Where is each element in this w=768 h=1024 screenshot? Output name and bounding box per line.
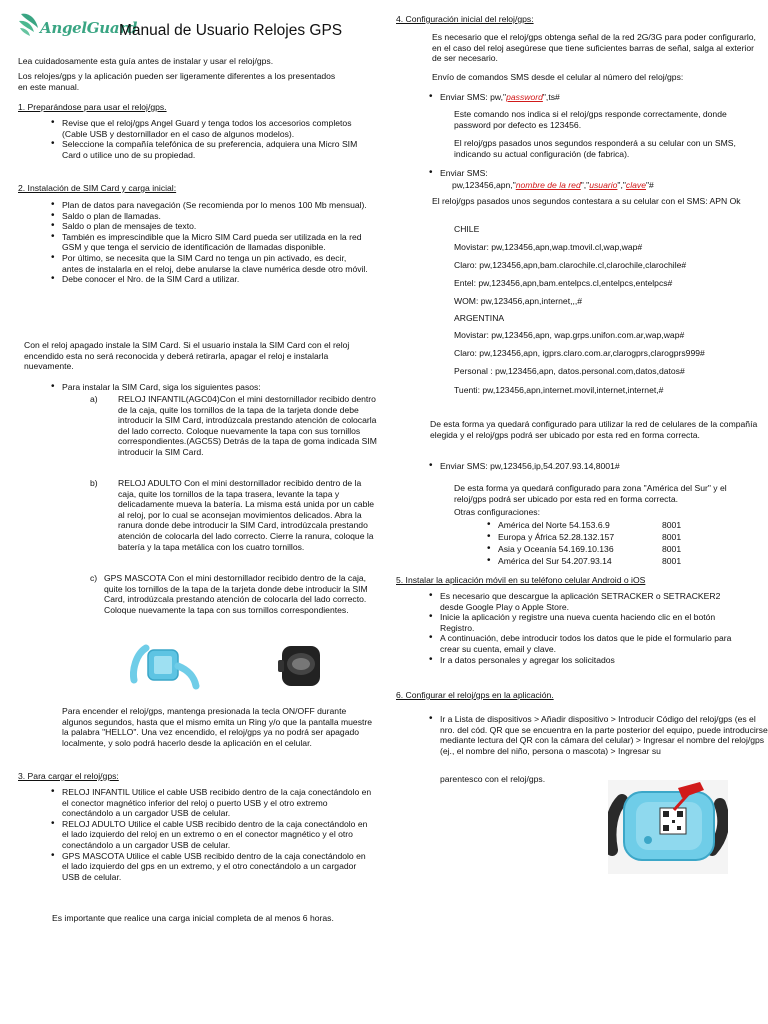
apn-line: Tuenti: pw,123456,apn,internet.movil,internet,internet,# [454, 385, 664, 395]
list-item: • Ir a datos personales y agregar los solicitados [440, 655, 740, 666]
list-item: • Enviar SMS: pw,123456,ip,54.207.93.14,8001# [440, 461, 760, 472]
apn-country: CHILE [454, 224, 480, 234]
region-port: 8001 [662, 532, 682, 542]
list-item: • RELOJ INFANTIL Utilice el cable USB recibido dentro de la caja conectándolo en el conector magnético inferior del reloj o puerto USB y el otro extremo conectándolo a un cargador USB de celular. [62, 787, 372, 819]
list-item: • Inicie la aplicación y registre una nueva cuenta haciendo clic en el botón Registro. [440, 612, 740, 633]
watch-back-qr-image [608, 780, 728, 874]
apn-line: Movistar: pw,123456,apn,wap.tmovil.cl,wap,wap# [454, 242, 643, 252]
intro-text: Lea cuidadosamente esta guía antes de instalar y usar el reloj/gps. [18, 56, 274, 66]
region-name: América del Sur 54.207.93.14 [498, 556, 612, 566]
sim-install-text: Con el reloj apagado instale la SIM Card. Si el usuario instala la SIM Card con el reloj encendido esta no será reconocida y deberá retirarla, apagar el reloj e instalarla nuevamente. [24, 340, 350, 372]
section-3-title: 3. Para cargar el reloj/gps: [18, 771, 119, 781]
section-4-title: 4. Configuración inicial del reloj/gps: [396, 14, 534, 24]
list-item: • Plan de datos para navegación (Se recomienda por lo menos 100 Mb mensual). [62, 200, 368, 211]
sms-2-command: pw,123456,apn,"nombre de la red","usuario","clave"# [452, 180, 654, 190]
section-1-title: 1. Preparándose para usar el reloj/gps. [18, 102, 167, 112]
step-c [90, 573, 380, 615]
section-2-title: 2. Instalación de SIM Card y carga inicial: [18, 183, 177, 193]
step-b-text: RELOJ ADULTO Con el mini destornillador recibido dentro de la caja, quite los tornillos de la tapa trasera, levante la tapa y delicadamente mueva la batería. La misma está unida por un cable al reloj, por lo cual se aconsejan movimientos delicados. Abra la ranura donde debe introducir la SIM Card, introdúzcala prestando atención de colocarla del lado correcto. Cierre la ranura, coloque la batería y la tapa metálica con los cuatro tornillos. [118, 478, 375, 552]
section-5-title: 5. Instalar la aplicación móvil en su teléfono celular Android o iOS [396, 575, 646, 585]
list-item: • Seleccione la compañía telefónica de su preferencia, adquiera una Micro SIM Card o utilice uno de su propiedad. [62, 139, 362, 160]
apn-result-text: De esta forma ya quedará configurado para utilizar la red de celulares de la compañía elegida y el reloj/gps podrá ser ubicado por esta red en forma correcta. [430, 419, 758, 440]
apn-country: ARGENTINA [454, 313, 505, 323]
section-1-list [62, 118, 362, 160]
list-item [498, 532, 758, 544]
user-placeholder: usuario [589, 180, 618, 190]
step-a-mark: a) [90, 394, 98, 404]
network-name-placeholder: nombre de la red [515, 180, 581, 190]
power-on-text: Para encender el reloj/gps, mantenga presionada la tecla ON/OFF durante algunos segundos, hasta que el mismo emita un Ring y/o que la pantalla muestre la palabra "HELLO". Una vez encendido, el reloj/gps ya no podrá ser apagado localmente, y solo podrá hacerlo desde la aplicación en el celular. [62, 706, 373, 748]
apn-line: Movistar: pw,123456,apn, wap.grps.unifon.com.ar,wap,wap# [454, 330, 685, 340]
section-6-continued: parentesco con el reloj/gps. [440, 774, 546, 784]
sms-1 [440, 92, 760, 103]
step-a-text: RELOJ INFANTIL(AGC04)Con el mini destornillador recibido dentro de la caja, quite los tornillos de la tapa de la tarjeta donde debe introducir la SIM Card, introdúzcala prestando atención de colocarla del lado correcto. Coloque nuevamente la tapa con sus tornillos correspondientes.(AGC5S) Detrás de la tapa de goma indicada SIM introducir la SIM Card. [118, 394, 377, 457]
sms-3 [440, 461, 760, 472]
list-item: • A continuación, debe introducir todos los datos que le pide el formulario para crear su cuenta, email y clave. [440, 633, 740, 654]
other-configs-label: Otras configuraciones: [454, 507, 540, 517]
key-placeholder: clave [625, 180, 646, 190]
apn-line: Entel: pw,123456,apn,bam.entelpcs.cl,entelpcs,entelpcs# [454, 278, 673, 288]
sms-commands-intro: Envío de comandos SMS desde el celular al número del reloj/gps: [432, 72, 684, 82]
intro-note: Los relojes/gps y la aplicación pueden ser ligeramente diferentes a los presentados en este manual. [18, 71, 336, 92]
apn-line: Claro: pw,123456,apn,bam.clarochile.cl,clarochile,clarochile# [454, 260, 687, 270]
charge-note: Es importante que realice una carga inicial completa de al menos 6 horas. [52, 913, 334, 923]
list-item [498, 544, 758, 556]
section-6-list [440, 714, 768, 756]
step-a [90, 394, 380, 458]
sms-1-desc: Este comando nos indica si el reloj/gps responde correctamente, donde password por defecto es 123456. [454, 109, 727, 130]
kids-watch-image [130, 640, 200, 696]
list-item: • Enviar SMS: [440, 168, 760, 179]
region-name: Asia y Oceanía 54.169.10.136 [498, 544, 614, 554]
list-item: • GPS MASCOTA Utilice el cable USB recibido dentro de la caja conectándolo en el lado izquierdo del gps en un extremo, y el otro conectándolo a un cargador USB de celular. [62, 851, 372, 883]
region-name: América del Norte 54.153.6.9 [498, 520, 610, 530]
apn-line: WOM: pw,123456,apn,internet,,,# [454, 296, 583, 306]
region-port: 8001 [662, 556, 682, 566]
sms-3-desc: De esta forma ya quedará configurado para zona "América del Sur" y el reloj/gps podrá ser ubicado por esta red en forma correcta. [454, 483, 727, 504]
brand-name: AngelGuard [40, 19, 138, 37]
region-name: Europa y África 52.28.132.157 [498, 532, 615, 542]
sim-steps-list [62, 382, 362, 393]
adult-watch-image [274, 642, 328, 690]
list-item: • Es necesario que descargue la aplicación SETRACKER o SETRACKER2 desde Google Play o Apple Store. [440, 591, 740, 612]
list-item [498, 556, 758, 568]
password-placeholder: password [506, 92, 543, 102]
list-item: • Por último, se necesita que la SIM Card no tenga un pin activado, es decir, antes de instalarla en el reloj, debe anularse la clave numérica desde otro móvil. [62, 253, 368, 274]
sms-1-reply: El reloj/gps pasados unos segundos responderá a su celular con un SMS, indicando su actual configuración (de fabrica). [454, 138, 736, 159]
angelguard-logo [18, 8, 138, 42]
list-item: • Enviar SMS: pw,"password",ts# [440, 92, 760, 103]
section-6-title: 6. Configurar el reloj/gps en la aplicación. [396, 690, 554, 700]
list-item: • Para instalar la SIM Card, siga los siguientes pasos: [62, 382, 362, 393]
list-item: • También es imprescindible que la Micro SIM Card pueda ser utilizada en la red GSM y que tenga el servicio de identificación de llamadas disponible. [62, 232, 368, 253]
list-item: • Saldo o plan de llamadas. [62, 211, 368, 222]
section-5-list [440, 591, 740, 665]
page-header [18, 8, 378, 48]
region-port: 8001 [662, 544, 682, 554]
list-item: • Revise que el reloj/gps Angel Guard y tenga todos los accesorios completos (Cable USB y destornillador en el caso de algunos modelos). [62, 118, 362, 139]
step-c-text: GPS MASCOTA Con el mini destornillador recibido dentro de la caja, quite los tornillos de la tapa de la tarjeta donde debe introducir la SIM Card, introdúzcala prestando atención de colocarla del lado correcto. Coloque nuevamente la tapa con sus tornillos correspondientes. [104, 573, 368, 615]
step-b-mark: b) [90, 478, 98, 488]
regions-list [498, 520, 758, 568]
list-item: • Saldo o plan de mensajes de texto. [62, 221, 368, 232]
sms-2-reply: El reloj/gps pasados unos segundos contestara a su celular con el SMS: APN Ok [432, 196, 741, 206]
section-3-list [62, 787, 372, 882]
sms-2 [440, 168, 760, 179]
apn-line: Personal : pw,123456,apn, datos.personal.com,datos,datos# [454, 366, 685, 376]
apn-line: Claro: pw,123456,apn, igprs.claro.com.ar,clarogprs,clarogprs999# [454, 348, 705, 358]
section-2-list [62, 200, 368, 285]
list-item: • RELOJ ADULTO Utilice el cable USB recibido dentro de la caja conectándolo en el lado izquierdo del reloj en un extremo o en el conector magnético y el otro conectándolo a un cargador USB de celular. [62, 819, 372, 851]
list-item: • Debe conocer el Nro. de la SIM Card a utilizar. [62, 274, 368, 285]
region-port: 8001 [662, 520, 682, 530]
section-4-intro: Es necesario que el reloj/gps obtenga señal de la red 2G/3G para poder configurarlo, en el caso del reloj asegúrese que tiene suficientes barras de señal, salga al exterior de ser necesario. [432, 32, 756, 64]
page-title: Manual de Usuario Relojes GPS [119, 22, 343, 39]
list-item [498, 520, 758, 532]
step-c-mark: c) [90, 573, 98, 583]
list-item: • Ir a Lista de dispositivos > Añadir dispositivo > Introducir Código del reloj/gps (es el nro. del cód. QR que se encuentra en la parte posterior del equipo, puede introducirse mediante lectura del QR con la cámara del celular) > Ingresar el nombre del reloj/gps (ej., el nombre del niño, persona o mascota) > Ingresar su [440, 714, 768, 756]
step-b [90, 478, 380, 552]
